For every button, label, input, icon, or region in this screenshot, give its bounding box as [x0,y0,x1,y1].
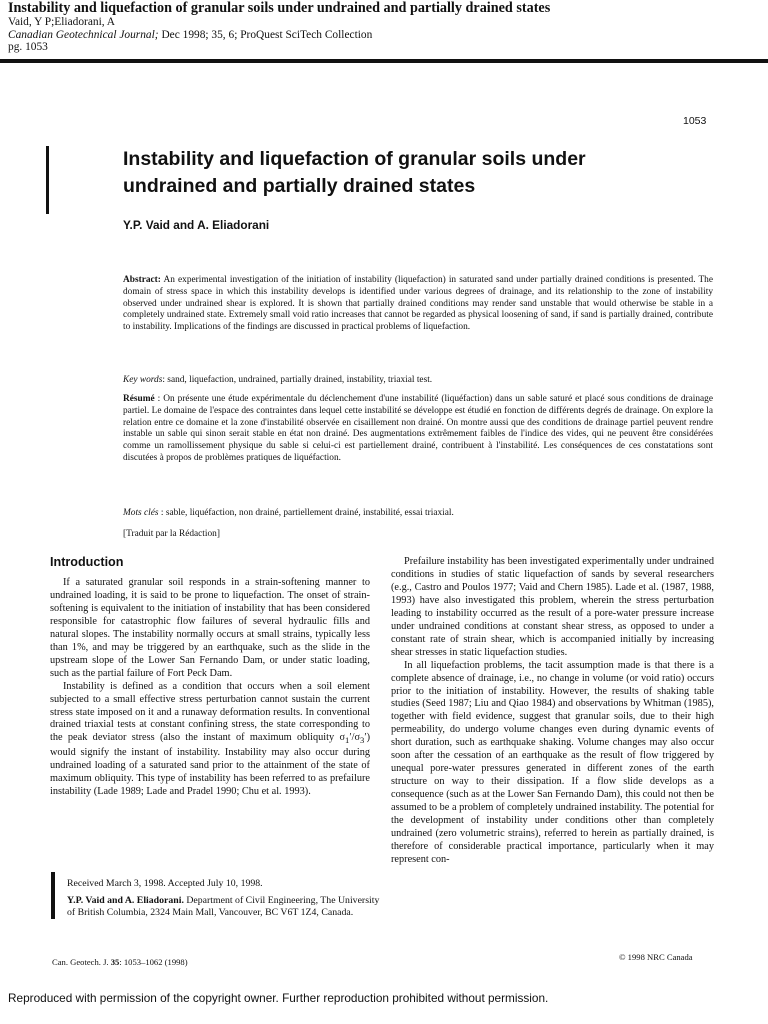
citation-journal-details: Dec 1998; 35, 6; ProQuest SciTech Collection [158,28,373,41]
mots-cles-label: Mots clés [123,508,159,518]
affiliation-text: Department of Civil Engineering, The University of British Columbia, 2324 Main Mall, Vancouver, BC V6T 1Z4, Canada. [67,895,380,919]
received-affiliation-box [51,872,387,919]
header-divider [0,59,768,63]
keywords-text: : sand, liquefaction, undrained, partially drained, instability, triaxial test. [162,375,433,385]
keywords-label: Key words [123,375,163,385]
reproduction-notice: Reproduced with permission of the copyright owner. Further reproduction prohibited without permission. [8,991,549,1005]
article-authors: Y.P. Vaid and A. Eliadorani [123,218,270,232]
citation-title: Instability and liquefaction of granular soils under undrained and partially drained states [8,0,551,16]
translation-note: [Traduit par la Rédaction] [123,529,220,539]
title-side-bar [46,146,49,214]
affiliation-names: Y.P. Vaid and A. Eliadorani. [67,895,184,906]
intro-paragraph-1: If a saturated granular soil responds in a strain-softening manner to undrained loading, it is said to be prone to liquefaction. The onset of strain-softening is equivalent to the initiation of instability that has been considered responsible for catastrophic flow failures of several hydraulic fills and natural slopes. The instability normally occurs at small strains, typically less than 1%, and may be triggered by an earthquake, such as the slide in the upstream slope of the Lower San Fernando Dam, or under static loading, such as the partial failure of Fort Peck Dam. [50,577,370,679]
mots-cles-text: : sable, liquéfaction, non drainé, partiellement drainé, instabilité, essai triaxial. [158,508,454,518]
citation-authors: Vaid, Y P;Eliadorani, A [8,16,116,28]
right-paragraph-2: In all liquefaction problems, the tacit assumption made is that there is a complete absence of drainage, i.e., no change in volume (or void ratio) occurs prior to the initiation of instability. However, the results of shaking table studies (Seed 1987; Liu and Qiao 1984) and observations by Whitman (1985), together with field evidence, suggest that granular soils, due to their high permeability, do undergo volume changes even during dynamic events of short duration, such as earthquake shaking. Volume changes may also occur soon after the cessation of an earthquake as the result of flow triggered by unequal pore-water pressures generated in different zones of the earth structure on way to their dissipation. If a flow slide develops as a consequence (such as at the Lower San Fernando Dam), this could not then be assumed to be a problem of completely undrained instability. The potential for the development of instability under conditions other than completely undrained (zero volumetric strains), referred to herein as partially drained, is therefore of considerable practical importance, particularly when it may represent con- [391,659,714,865]
mots-cles [123,508,713,520]
section-heading-introduction: Introduction [50,555,124,569]
citation-header [8,1,760,54]
resume-text: : On présente une étude expérimentale du déclenchement d'une instabilité (liquéfaction) dans un sable saturé et placé sous conditions de drainage partiel. Le domaine de l'espace des contraintes dans lequel cette instabilité se développe est étudié en fonction de différents degrés de drainage. On explore la relation entre ce domaine et la zone d'instabilité observée en cisaillement non drainé. On montre aussi que des conditions de drainage partiel peuvent rendre instable un sable qui sinon serait stable en état non drainé. Des augmentations extrêmement faibles de l'indice des vides, qui ne peuvent être considérées comme un ramollissement physique du sable si celui-ci est partiellement drainé, contribuent à l'instabilité. Les conséquences de ces constatations sont discutées à propos de problèmes pratiques de liquéfaction. [123,394,713,463]
copyright-footer: © 1998 NRC Canada [619,952,693,962]
right-column [391,556,714,867]
left-column [50,577,370,799]
keywords [123,375,713,387]
right-paragraph-1: Prefailure instability has been investigated experimentally under undrained conditions in studies of static liquefaction of sands by several researchers (e.g., Castro and Poulos 1977; Vaid and Chern 1985). Lade et al. (1987, 1988, 1993) have also investigated this problem, wherein the stress perturbation leading to instability occurred as the result of a pore-water pressure increase under undrained conditions at constant shear stress, as opposed to under a constant rate of strain shear, which is accompanied initially by increasing shear stresses in static liquefaction studies. [391,556,714,658]
abstract-text: An experimental investigation of the initiation of instability (liquefaction) in saturated sand under partially drained conditions is presented. The domain of stress space in which this instability develops is identified under various degrees of drainage, and its relationship to the zone of instability observed under undrained shear is explored. It is shown that partially drained conditions may render sand unstable that would otherwise be stable in a completely undrained state. Extremely small void ratio increases that cannot be regarded as physical loosening of sand, if sand is partially drained, contribute to instability. Implications of the findings are discussed in practical problems of liquefaction. [123,275,713,333]
resume-label: Résumé [123,394,155,404]
affiliation [67,895,387,919]
resume [123,394,713,465]
page-number: 1053 [683,115,707,127]
citation-page: pg. 1053 [8,41,48,54]
received-dates: Received March 3, 1998. Accepted July 10, 1998. [67,878,263,889]
citation-journal-name: Canadian Geotechnical Journal; [8,28,159,41]
intro-paragraph-2: Instability is defined as a condition that occurs when a soil element subjected to a small effective stress perturbation cannot sustain the current stress state imposed on it and a runaway deformation results. In conventional drained triaxial tests at constant confining stress, the state corresponding to the peak deviator stress (also the instant of maximum obliquity $\sigma_1'/\sigma_3'$) would signify the instant of instability. Instability may also occur during undrained loading of a saturated sand prior to the attainment of the state of maximum obliquity. This type of instability has been referred to as prefailure instability (Lade 1989; Lade and Pradel 1990; Chu et al. 1993). [50,680,370,798]
citation-journal [8,29,760,42]
abstract-label: Abstract: [123,275,161,285]
article-title: Instability and liquefaction of granular soils under undrained and partially drained states [123,148,586,197]
abstract [123,275,713,334]
journal-footer: Can. Geotech. J. 35: 1053–1062 (1998) [52,957,188,967]
